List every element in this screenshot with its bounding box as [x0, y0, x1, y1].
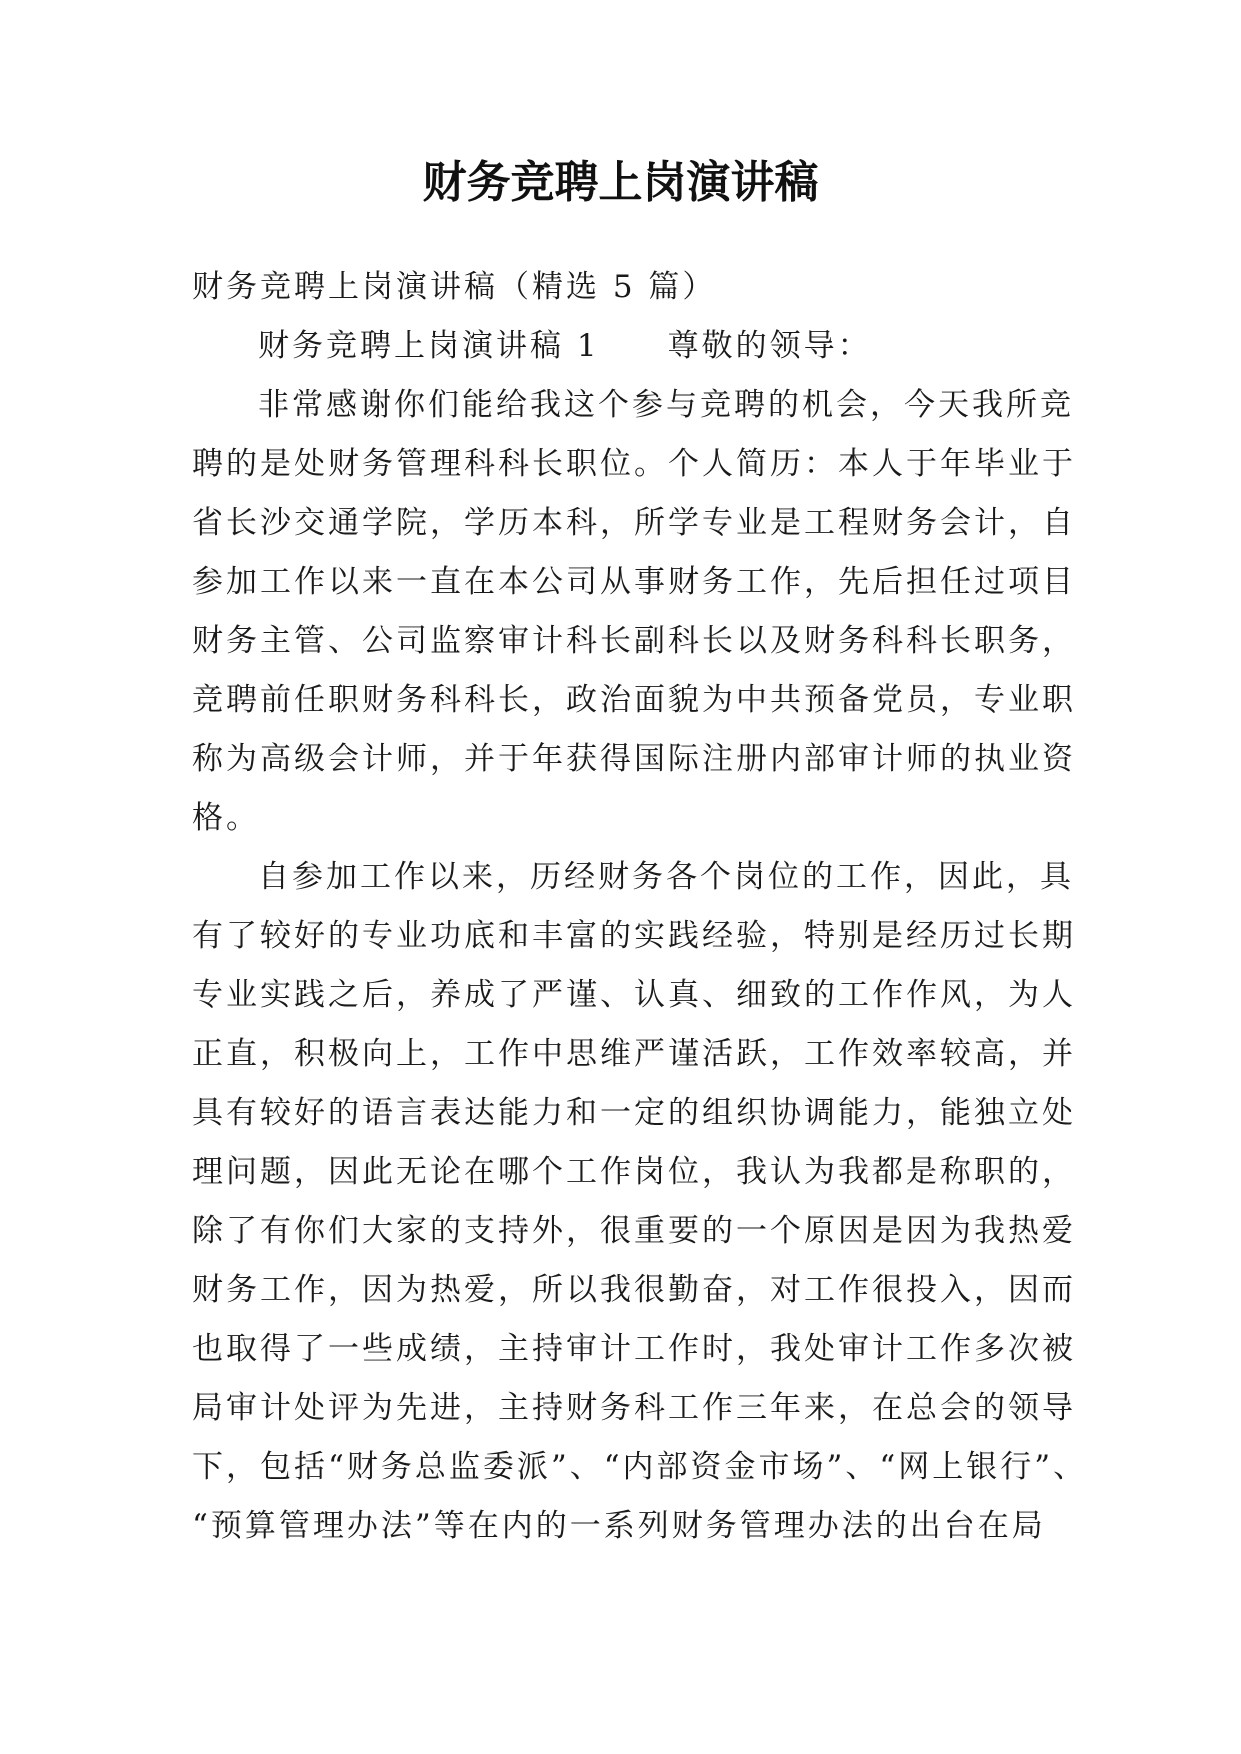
section-heading-line: 财务竞聘上岗演讲稿 1 尊敬的领导： [258, 328, 872, 364]
paragraph-line: 自参加工作以来，历经财务各个岗位的工作，因此，具 [258, 859, 1074, 895]
paragraph-line: 财务工作，因为热爱，所以我很勤奋，对工作很投入，因而 [192, 1272, 1076, 1308]
paragraph-line: 除了有你们大家的支持外，很重要的一个原因是因为我热爱 [192, 1213, 1076, 1249]
paragraph-line: 竞聘前任职财务科科长，政治面貌为中共预备党员，专业职 [192, 682, 1076, 718]
paragraph-line: 下，包括“财务总监委派”、“内部资金市场”、“网上银行”、 [192, 1449, 1088, 1485]
document-title: 财务竞聘上岗演讲稿 [422, 157, 819, 208]
paragraph-line: 参加工作以来一直在本公司从事财务工作，先后担任过项目 [192, 564, 1076, 600]
paragraph-line: 省长沙交通学院，学历本科，所学专业是工程财务会计，自 [192, 505, 1076, 541]
subtitle-line: 财务竞聘上岗演讲稿（精选 5 篇） [192, 269, 717, 305]
paragraph-line: 财务主管、公司监察审计科长副科长以及财务科科长职务， [192, 623, 1076, 659]
paragraph-line: 非常感谢你们能给我这个参与竞聘的机会，今天我所竞 [258, 387, 1074, 423]
paragraph-line: 也取得了一些成绩，主持审计工作时，我处审计工作多次被 [192, 1331, 1076, 1367]
paragraph-line: 聘的是处财务管理科科长职位。个人简历：本人于年毕业于 [192, 446, 1076, 482]
paragraph-line: 专业实践之后，养成了严谨、认真、细致的工作作风，为人 [192, 977, 1076, 1013]
paragraph-line: 格。 [192, 800, 260, 836]
paragraph-line: 称为高级会计师，并于年获得国际注册内部审计师的执业资 [192, 741, 1076, 777]
document-body [192, 258, 1088, 1556]
paragraph-line: “预算管理办法”等在内的一系列财务管理办法的出台在局 [192, 1508, 1046, 1544]
paragraph-line: 正直，积极向上，工作中思维严谨活跃，工作效率较高，并 [192, 1036, 1076, 1072]
paragraph-line: 有了较好的专业功底和丰富的实践经验，特别是经历过长期 [192, 918, 1076, 954]
paragraph-line: 具有较好的语言表达能力和一定的组织协调能力，能独立处 [192, 1095, 1076, 1131]
paragraph-line: 局审计处评为先进，主持财务科工作三年来，在总会的领导 [192, 1390, 1076, 1426]
paragraph-line: 理问题，因此无论在哪个工作岗位，我认为我都是称职的， [192, 1154, 1076, 1190]
